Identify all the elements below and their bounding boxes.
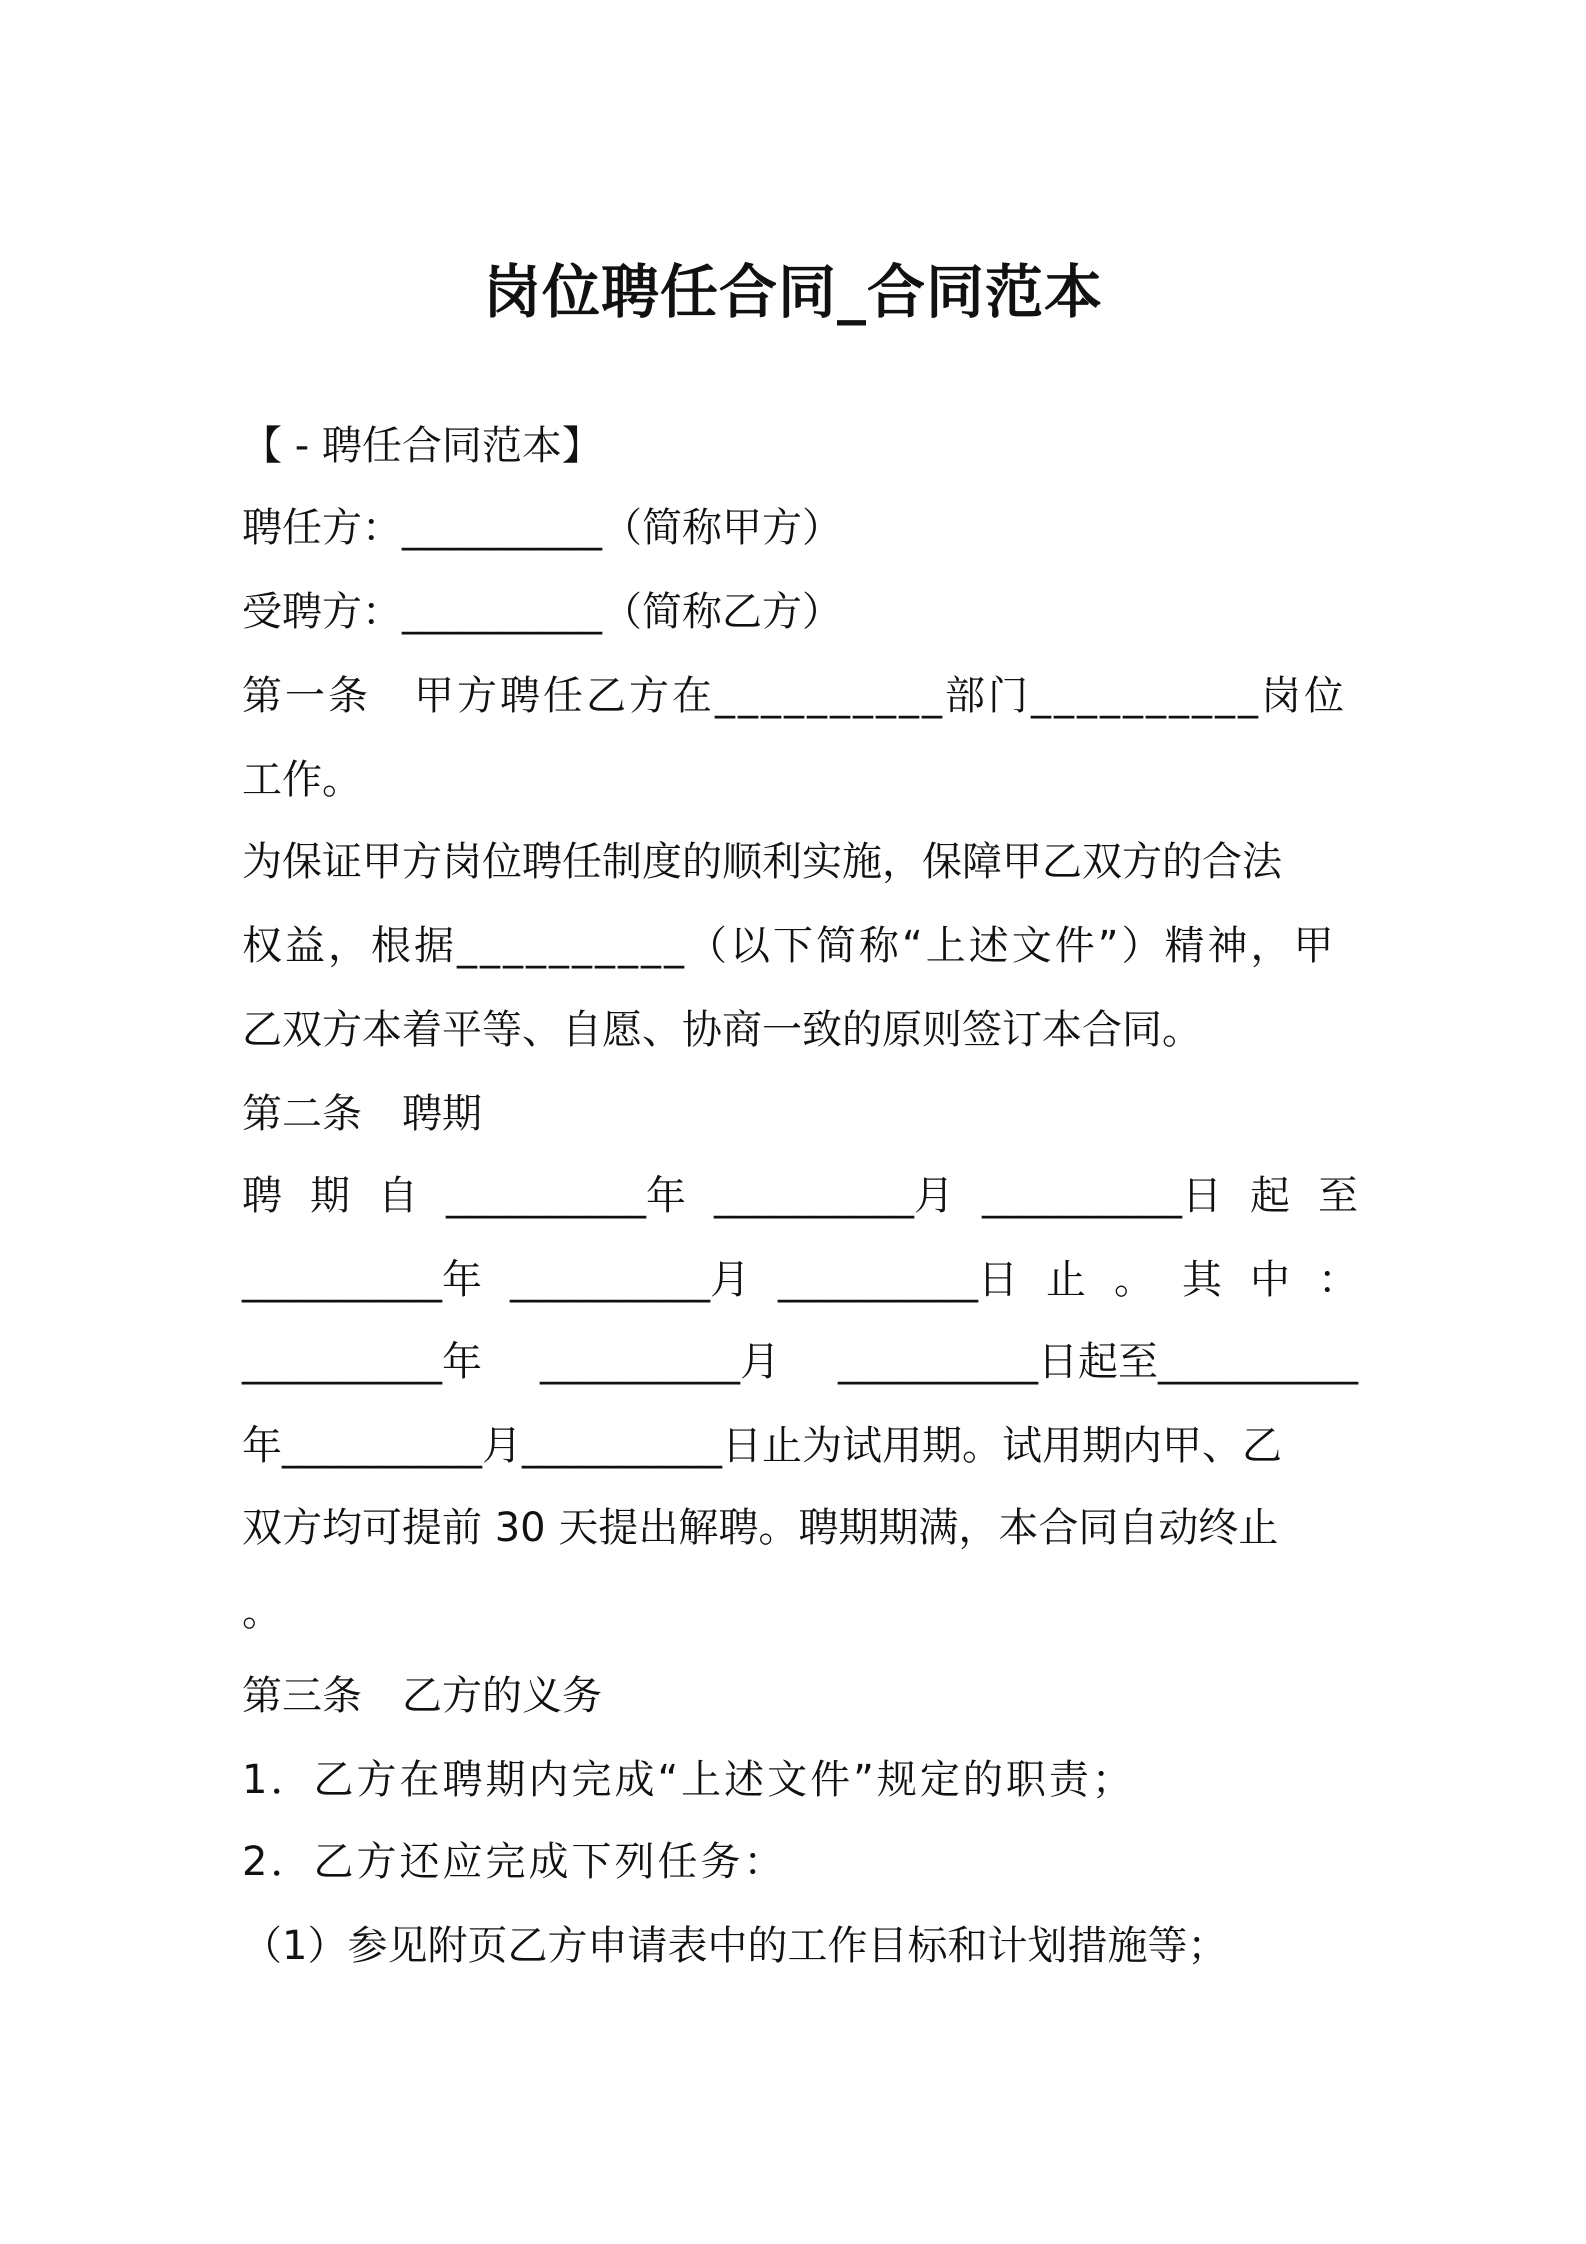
- subtitle-line: 【 - 聘任合同范本】: [242, 423, 602, 469]
- preamble-line-3: 乙双方本着平等、自愿、协商一致的原则签订本合同。: [242, 1007, 1202, 1053]
- article-2-heading: 第二条 聘期: [242, 1091, 482, 1137]
- term-blank-year: __________年: [242, 1257, 482, 1303]
- duty-item-2: 2．乙方还应完成下列任务：: [242, 1839, 787, 1885]
- term-word: 期: [310, 1173, 350, 1219]
- term-word: 起: [1250, 1173, 1290, 1219]
- term-line-1: [242, 1168, 1358, 1224]
- term-word: 自: [378, 1173, 418, 1219]
- term-blank-day: __________日: [778, 1257, 1018, 1303]
- term-word: 至: [1318, 1173, 1358, 1219]
- hired-party-line: 受聘方：__________（简称乙方）: [242, 589, 842, 635]
- article-1-line-1: 第一条 甲方聘任乙方在__________部门__________岗位: [242, 673, 1347, 719]
- term-blank-month: __________月: [714, 1173, 954, 1219]
- term-blank-day: __________日: [982, 1173, 1222, 1219]
- duty-subitem-1: （1）参见附页乙方申请表中的工作目标和计划措施等；: [242, 1923, 1228, 1969]
- document-title: 岗位聘任合同_合同范本: [482, 258, 1103, 326]
- hiring-party-line: 聘任方：__________（简称甲方）: [242, 505, 842, 551]
- term-word: 聘: [242, 1173, 282, 1219]
- term-line-3: [242, 1334, 1358, 1390]
- term-word: 止: [1046, 1257, 1086, 1303]
- term-blank-month: __________月: [510, 1257, 750, 1303]
- term-word: 中: [1250, 1257, 1290, 1303]
- term-line-6: 。: [242, 1589, 282, 1635]
- term-line-4: 年__________月__________日止为试用期。试用期内甲、乙: [242, 1423, 1282, 1469]
- term-blank-month: __________月: [540, 1339, 780, 1385]
- article-1-line-2: 工作。: [242, 757, 362, 803]
- term-blank-year: __________年: [446, 1173, 686, 1219]
- term-line-5: 双方均可提前 30 天提出解聘。聘期期满，本合同自动终止: [242, 1505, 1279, 1551]
- article-3-heading: 第三条 乙方的义务: [242, 1673, 602, 1719]
- term-blank-day-end: __________日起至__________: [838, 1339, 1358, 1385]
- duty-item-1: 1．乙方在聘期内完成“上述文件”规定的职责；: [242, 1757, 1135, 1803]
- term-blank-year: __________年: [242, 1339, 482, 1385]
- preamble-line-1: 为保证甲方岗位聘任制度的顺利实施，保障甲乙双方的合法: [242, 839, 1282, 885]
- term-word: ：: [1318, 1257, 1358, 1303]
- term-word: 其: [1182, 1257, 1222, 1303]
- preamble-line-2: 权益，根据__________（以下简称“上述文件”）精神，甲: [242, 923, 1337, 969]
- term-line-2: [242, 1252, 1358, 1308]
- term-word: 。: [1114, 1257, 1154, 1303]
